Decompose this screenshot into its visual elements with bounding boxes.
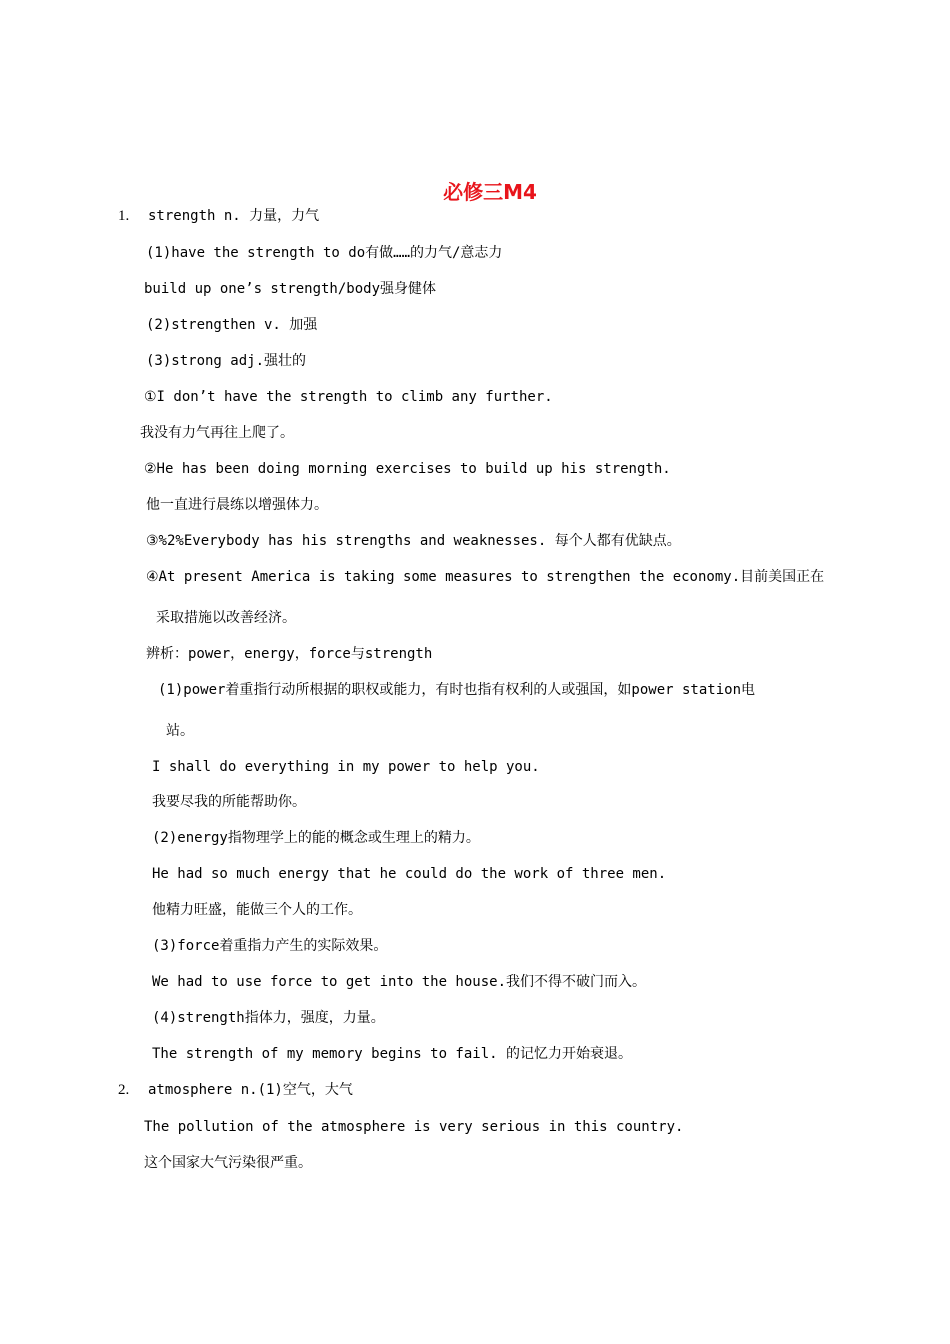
entry-heading-strength: strength n. 力量，力气 <box>148 208 320 224</box>
translation-line: 我没有力气再往上爬了。 <box>140 425 294 441</box>
page-title: 必修三M4 <box>443 180 537 204</box>
text-line: (3)force着重指力产生的实际效果。 <box>152 938 388 954</box>
text-line: build up one’s strength/body强身健体 <box>144 281 437 297</box>
example-sentence: We had to use force to get into the house.我们不得不破门而入。 <box>152 974 647 990</box>
example-sentence: ④At present America is taking some measures to strengthen the economy.目前美国正在 <box>146 569 825 585</box>
entry-heading-atmosphere: atmosphere n.(1)空气，大气 <box>148 1082 353 1098</box>
translation-line: 这个国家大气污染很严重。 <box>144 1155 312 1171</box>
item-number-2: 2. <box>118 1082 130 1098</box>
example-sentence: ③%2%Everybody has his strengths and weaknesses. 每个人都有优缺点。 <box>146 533 681 549</box>
translation-line: 采取措施以改善经济。 <box>156 610 296 626</box>
example-sentence: ①I don’t have the strength to climb any further. <box>144 389 553 405</box>
example-sentence: I shall do everything in my power to help you. <box>152 759 540 775</box>
text-line: (1)have the strength to do有做……的力气/意志力 <box>146 245 503 261</box>
text-line: (3)strong adj.强壮的 <box>146 353 307 369</box>
text-line: (1)power着重指行动所根据的职权或能力，有时也指有权利的人或强国，如power station电 <box>158 682 756 698</box>
translation-line: 他一直进行晨练以增强体力。 <box>146 497 328 513</box>
comparison-heading: 辨析：power，energy，force与strength <box>146 646 433 662</box>
text-line: (4)strength指体力，强度，力量。 <box>152 1010 385 1026</box>
text-line: (2)energy指物理学上的能的概念或生理上的精力。 <box>152 830 480 846</box>
text-line: 站。 <box>166 723 194 739</box>
example-sentence: ②He has been doing morning exercises to build up his strength. <box>144 461 671 477</box>
translation-line: 他精力旺盛，能做三个人的工作。 <box>152 902 362 918</box>
translation-line: 我要尽我的所能帮助你。 <box>152 794 306 810</box>
example-sentence: The strength of my memory begins to fail. 的记忆力开始衰退。 <box>152 1046 633 1062</box>
item-number-1: 1. <box>118 208 130 224</box>
text-line: (2)strengthen v. 加强 <box>146 317 318 333</box>
example-sentence: The pollution of the atmosphere is very serious in this country. <box>144 1119 684 1135</box>
example-sentence: He had so much energy that he could do the work of three men. <box>152 866 667 882</box>
